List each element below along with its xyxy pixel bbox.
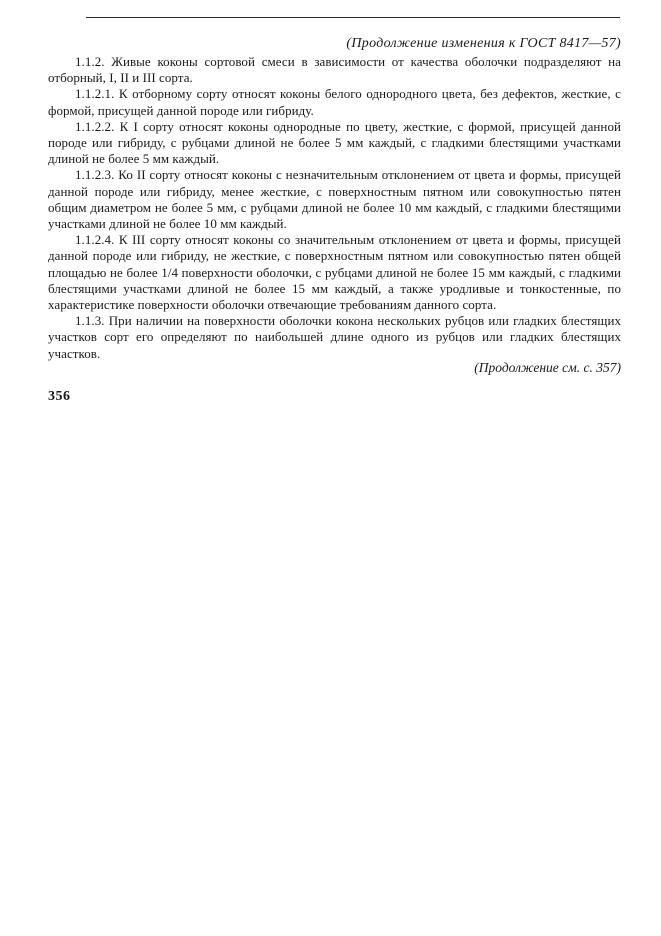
- clause-1-1-2-3: 1.1.2.3. Ко II сорту относят коконы с незначительным отклонением от цвета и формы, присущей данной породе или гибриду, менее жесткие, с поверхностным пятном или совокупностью пятен общим диаметром не более 5 мм, с рубцами длиной не более 10 мм каждый, с гладкими блестящими участками длиной не более 10 мм каждый.: [48, 167, 621, 232]
- top-rule: [86, 17, 620, 18]
- clause-1-1-2: 1.1.2. Живые коконы сортовой смеси в зависимости от качества оболочки подразделяют на отборный, I, II и III сорта.: [48, 54, 621, 86]
- clause-1-1-2-2: 1.1.2.2. К I сорту относят коконы однородные по цвету, жесткие, с формой, присущей данной породе или гибриду, с рубцами длиной не более 5 мм каждый, с гладкими блестящими участками длиной не более 5 мм каждый.: [48, 118, 621, 167]
- clause-1-1-2-4: 1.1.2.4. К III сорту относят коконы со значительным отклонением от цвета и формы, присущей данной породе или гибриду, не жесткие, с поверхностным пятном или совокупностью пятен общей площадью не более 1/4 поверхности оболочки, с рубцами длиной не более 15 мм каждый, с гладкими блестящими участками длиной не более 15 мм каждый, а также уродливые и тонкостенные, по характеристике поверхности оболочки отвечающие требованиям данного сорта.: [48, 232, 621, 313]
- clause-1-1-3: 1.1.3. При наличии на поверхности оболочки кокона нескольких рубцов или гладких блестящих участков сорт его определяют по наибольшей длине одного из рубцов или гладких блестящих участков.: [48, 313, 621, 361]
- document-body: [48, 54, 621, 362]
- continuation-footer: (Продолжение см. с. 357): [474, 360, 621, 375]
- page-number: 356: [48, 389, 71, 404]
- continuation-header: (Продолжение изменения к ГОСТ 8417—57): [346, 36, 621, 51]
- clause-1-1-2-1: 1.1.2.1. К отборному сорту относят коконы белого однородного цвета, без дефектов, жесткие, с формой, присущей данной породе или гибриду.: [48, 86, 621, 118]
